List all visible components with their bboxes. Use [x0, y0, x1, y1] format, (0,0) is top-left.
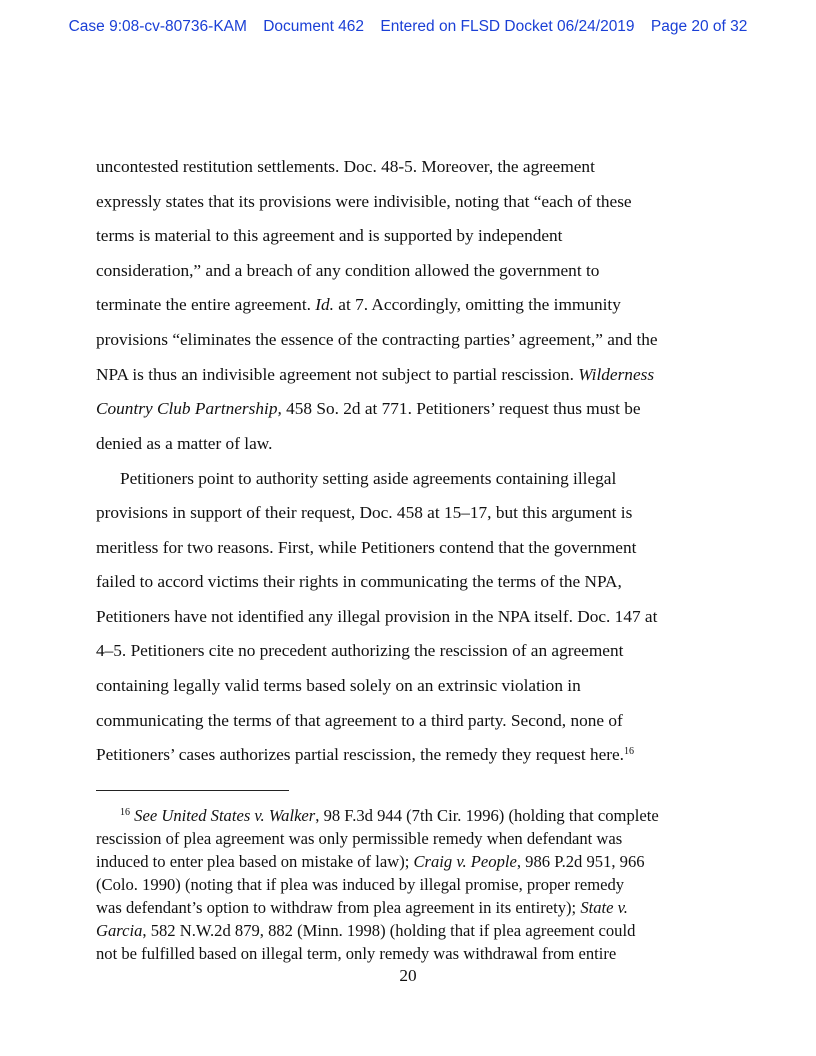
- paragraph-first-line: Petitioners point to authority setting aside agreements containing illegal: [120, 469, 617, 488]
- footnote-line: not be fulfilled based on illegal term, only remedy was withdrawal from entire: [96, 944, 617, 963]
- body-line: [96, 745, 634, 765]
- body-line: terms is material to this agreement and is supported by independent: [96, 226, 563, 245]
- body-text-run: NPA is thus an indivisible agreement not subject to partial rescission.: [96, 365, 579, 384]
- footnote-number: 16: [120, 807, 130, 818]
- footnote-text-run: , 986 P.2d 951, 966: [516, 852, 645, 871]
- citation-id: Id.: [315, 295, 334, 314]
- body-line: denied as a matter of law.: [96, 434, 273, 453]
- footnote-line: [96, 898, 628, 918]
- footnote-text-run: , 582 N.W.2d 879, 882 (Minn. 1998) (holding that if plea agreement could: [142, 921, 636, 940]
- body-line: expressly states that its provisions were indivisible, noting that “each of these: [96, 192, 632, 211]
- body-line: [96, 365, 654, 385]
- footnote-text-run: , 98 F.3d 944 (7th Cir. 1996) (holding that complete: [315, 806, 659, 825]
- body-line: containing legally valid terms based solely on an extrinsic violation in: [96, 676, 581, 695]
- body-line: 4–5. Petitioners cite no precedent authorizing the rescission of an agreement: [96, 641, 624, 660]
- header-entered-date: Entered on FLSD Docket 06/24/2019: [380, 18, 635, 35]
- header-document-number: Document 462: [263, 18, 365, 35]
- body-line: consideration,” and a breach of any condition allowed the government to: [96, 261, 600, 280]
- footnote-line: [96, 852, 645, 872]
- footnote-line: (Colo. 1990) (noting that if plea was induced by illegal promise, proper remedy: [96, 875, 625, 894]
- case-name: See United States v. Walker: [134, 806, 316, 825]
- body-text-run: terminate the entire agreement.: [96, 295, 316, 314]
- body-line: meritless for two reasons. First, while Petitioners contend that the government: [96, 538, 637, 557]
- case-name: Craig v. People: [413, 852, 517, 871]
- footnote-separator: [96, 790, 289, 791]
- header-case-number: Case 9:08-cv-80736-KAM: [68, 18, 247, 35]
- footnote-text-run: induced to enter plea based on mistake of law);: [96, 852, 414, 871]
- body-line: provisions “eliminates the essence of the contracting parties’ agreement,” and the: [96, 330, 658, 349]
- body-line: uncontested restitution settlements. Doc. 48-5. Moreover, the agreement: [96, 157, 595, 176]
- body-text-run: Petitioners’ cases authorizes partial rescission, the remedy they request here.: [96, 745, 625, 764]
- footnote-reference[interactable]: 16: [624, 746, 635, 757]
- body-line: Petitioners have not identified any illegal provision in the NPA itself. Doc. 147 at: [96, 607, 658, 626]
- case-name: Country Club Partnership,: [96, 399, 282, 418]
- footnote-line: rescission of plea agreement was only permissible remedy when defendant was: [96, 829, 623, 848]
- case-name: State v.: [580, 898, 628, 917]
- case-name: Wilderness: [578, 365, 655, 384]
- footnote-text-run: was defendant’s option to withdraw from plea agreement in its entirety);: [96, 898, 581, 917]
- footnote-line: [120, 806, 659, 826]
- body-line: communicating the terms of that agreement to a third party. Second, none of: [96, 711, 623, 730]
- footnote-line: [96, 921, 635, 941]
- case-name: Garcia: [96, 921, 143, 940]
- body-text-run: 458 So. 2d at 771. Petitioners’ request thus must be: [281, 399, 641, 418]
- body-line: [96, 295, 621, 315]
- docket-header: [0, 18, 816, 36]
- page-number: 20: [399, 966, 417, 985]
- body-line: [96, 399, 641, 419]
- body-text-run: at 7. Accordingly, omitting the immunity: [333, 295, 621, 314]
- header-page-count: Page 20 of 32: [650, 18, 748, 35]
- body-line: failed to accord victims their rights in communicating the terms of the NPA,: [96, 572, 622, 591]
- body-line: provisions in support of their request, Doc. 458 at 15–17, but this argument is: [96, 503, 633, 522]
